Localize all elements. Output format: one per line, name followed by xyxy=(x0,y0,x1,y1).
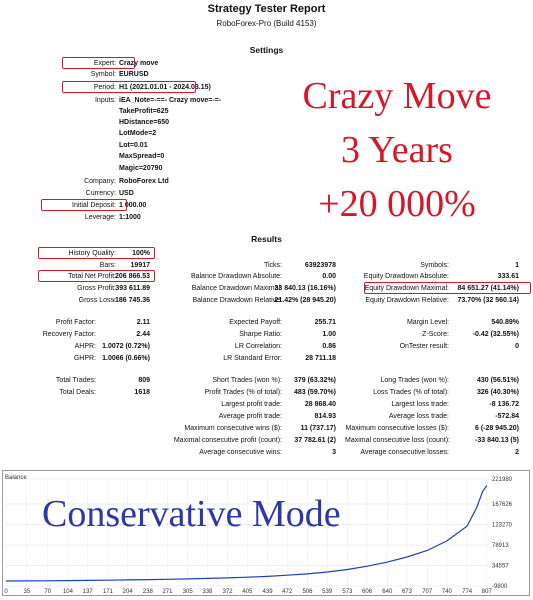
overlay-line-gain: +20 000% xyxy=(318,183,476,225)
z-score-label: Z-Score: xyxy=(422,331,449,338)
chart-x-tick-label: 171 xyxy=(102,589,113,595)
z-score-value: -0.42 (32.55%) xyxy=(472,331,519,338)
profit-trades-label: Profit Trades (% of total): xyxy=(204,389,282,396)
largest-profit-value: 28 868.40 xyxy=(304,401,336,408)
avg-consec-losses-label: Average consecutive losses: xyxy=(360,449,449,456)
balance-dd-rel-label: Balance Drawdown Relative: xyxy=(192,297,282,304)
chart-x-tick-label: 506 xyxy=(302,589,313,595)
total-net-profit-label: Total Net Profit: xyxy=(68,273,116,280)
balance-dd-rel-value: 21.42% (28 945.20) xyxy=(274,297,336,304)
chart-x-tick-label: 372 xyxy=(222,589,233,595)
bars-label: Bars: xyxy=(99,262,116,269)
profit-trades-value: 483 (59.70%) xyxy=(293,389,336,396)
equity-dd-rel-label: Equity Drawdown Relative: xyxy=(365,297,449,304)
chart-x-tick-label: 0 xyxy=(4,589,8,595)
report-subtitle: RoboForex-Pro (Build 4153) xyxy=(216,19,317,28)
chart-y-tick-label: 78913 xyxy=(492,543,509,550)
leverage-label: Leverage: xyxy=(84,214,116,221)
max-consec-losses-value: 6 (-28 945.20) xyxy=(475,425,519,432)
largest-loss-label: Largest loss trade: xyxy=(391,401,449,408)
input-line: Magic=20790 xyxy=(119,165,163,172)
chart-x-tick-label: 439 xyxy=(262,589,273,595)
margin-level-label: Margin Level: xyxy=(406,319,449,326)
long-trades-value: 430 (56.51%) xyxy=(476,377,519,384)
total-trades-label: Total Trades: xyxy=(55,377,96,384)
avg-profit-label: Average profit trade: xyxy=(218,413,282,420)
loss-trades-label: Loss Trades (% of total): xyxy=(373,389,449,396)
loss-trades-value: 326 (40.30%) xyxy=(476,389,519,396)
max-consec-losses-label: Maximum consecutive losses ($): xyxy=(345,425,449,432)
chart-x-tick-label: 707 xyxy=(422,589,433,595)
symbol-label: Symbol: xyxy=(90,71,116,78)
inputs-label: Inputs: xyxy=(94,97,116,104)
settings-heading: Settings xyxy=(249,45,284,55)
company-label: Company: xyxy=(84,178,116,185)
max-consec-wins-label: Maximum consecutive wins ($): xyxy=(184,425,282,432)
equity-dd-max-label: Equity Drawdown Maximal: xyxy=(364,285,449,292)
period-label: Period: xyxy=(93,84,116,91)
expert-value: Crazy move xyxy=(119,60,159,67)
chart-x-tick-label: 405 xyxy=(242,589,253,595)
maximal-consec-loss-label: Maximal consecutive loss (count): xyxy=(345,437,451,444)
input-line: iEA_Note=-==- Crazy move=-=- xyxy=(119,97,222,104)
currency-value: USD xyxy=(119,190,134,197)
total-deals-label: Total Deals: xyxy=(59,389,96,396)
avg-consec-losses-value: 2 xyxy=(515,449,519,456)
chart-x-tick-label: 539 xyxy=(322,589,333,595)
balance-dd-max-value: 33 840.13 (16.16%) xyxy=(274,285,336,292)
chart-x-tick-label: 137 xyxy=(82,589,93,595)
symbols-label: Symbols: xyxy=(420,262,449,269)
lr-correlation-value: 0.86 xyxy=(322,343,336,350)
leverage-value: 1:1000 xyxy=(119,214,141,221)
chart-y-tick-label: 34557 xyxy=(492,563,509,570)
chart-x-tick-label: 204 xyxy=(122,589,133,595)
avg-loss-value: -572.84 xyxy=(495,413,519,420)
balance-dd-abs-label: Balance Drawdown Absolute: xyxy=(190,273,282,280)
profit-factor-label: Profit Factor: xyxy=(55,319,96,326)
chart-x-tick-label: 104 xyxy=(62,589,73,595)
chart-legend-label: Balance xyxy=(5,475,27,481)
largest-profit-label: Largest profit trade: xyxy=(221,401,282,408)
chart-x-tick-label: 35 xyxy=(23,589,31,595)
overlay-line-years: 3 Years xyxy=(341,129,453,171)
gross-profit-label: Gross Profit: xyxy=(77,285,116,292)
equity-dd-rel-value: 73.70% (32 560.14) xyxy=(457,297,519,304)
ticks-label: Ticks: xyxy=(263,262,282,269)
chart-y-tick-label: 123270 xyxy=(492,522,513,529)
long-trades-label: Long Trades (won %): xyxy=(380,377,449,384)
maximal-consec-loss-value: -33 840.13 (5) xyxy=(475,437,519,444)
margin-level-value: 540.89% xyxy=(491,319,519,326)
history-quality-highlight xyxy=(38,247,155,259)
input-line: LotMode=2 xyxy=(119,130,157,137)
equity-dd-max-highlight xyxy=(364,282,531,294)
short-trades-label: Short Trades (won %): xyxy=(212,377,282,384)
chart-x-tick-label: 673 xyxy=(401,589,412,595)
balance-chart xyxy=(2,470,530,596)
chart-x-tick-label: 807 xyxy=(481,589,492,595)
company-value: RoboForex Ltd xyxy=(119,178,169,185)
total-deals-value: 1618 xyxy=(134,389,150,396)
chart-y-tick-label: 167626 xyxy=(492,502,513,509)
chart-x-tick-label: 740 xyxy=(441,589,452,595)
results-heading: Results xyxy=(251,234,282,244)
chart-y-tick-label: 221980 xyxy=(492,477,513,483)
lr-std-error-value: 28 711.18 xyxy=(305,355,336,362)
report-title: Strategy Tester Report xyxy=(207,3,326,15)
currency-label: Currency: xyxy=(85,190,116,197)
recovery-factor-value: 2.44 xyxy=(136,331,150,338)
ontester-label: OnTester result: xyxy=(399,343,449,350)
gross-loss-value: -186 745.36 xyxy=(112,297,150,304)
ghpr-label: GHPR: xyxy=(73,355,96,362)
chart-x-tick-label: 271 xyxy=(162,589,173,595)
chart-x-tick-label: 573 xyxy=(342,589,353,595)
chart-x-tick-label: 70 xyxy=(44,589,52,595)
input-line: Lot=0.01 xyxy=(119,142,148,149)
equity-dd-abs-label: Equity Drawdown Absolute: xyxy=(363,273,449,280)
maximal-consec-profit-value: 37 782.61 (2) xyxy=(294,437,336,444)
total-net-profit-highlight xyxy=(38,270,155,282)
initial-deposit-highlight xyxy=(41,199,127,211)
balance-dd-abs-value: 0.00 xyxy=(322,273,336,280)
history-quality-label: History Quality: xyxy=(68,250,116,257)
ghpr-value: 1.0066 (0.66%) xyxy=(102,355,150,362)
largest-loss-value: -8 136.72 xyxy=(489,401,519,408)
expert-highlight xyxy=(62,57,135,69)
chart-x-tick-label: 472 xyxy=(282,589,293,595)
symbols-value: 1 xyxy=(515,262,519,269)
total-trades-value: 809 xyxy=(138,377,150,384)
bars-value: 19917 xyxy=(130,262,150,269)
chart-caption-overlay: Conservative Mode xyxy=(42,493,341,535)
lr-correlation-label: LR Correlation: xyxy=(234,343,282,350)
profit-factor-value: 2.11 xyxy=(136,319,150,326)
ahpr-value: 1.0072 (0.72%) xyxy=(102,343,150,350)
chart-x-tick-label: 774 xyxy=(462,589,473,595)
initial-deposit-label: Initial Deposit: xyxy=(72,202,116,209)
expert-label: Expert: xyxy=(93,60,116,67)
avg-consec-wins-value: 3 xyxy=(332,449,336,456)
recovery-factor-label: Recovery Factor: xyxy=(42,331,96,338)
input-line: HDistance=650 xyxy=(119,119,170,126)
avg-profit-value: 814.93 xyxy=(314,413,336,420)
equity-dd-abs-value: 333.61 xyxy=(497,273,519,280)
ticks-value: 63923978 xyxy=(304,262,336,269)
balance-dd-max-label: Balance Drawdown Maximal: xyxy=(191,285,282,292)
chart-y-tick-label: -9800 xyxy=(492,584,508,590)
chart-x-tick-label: 338 xyxy=(202,589,213,595)
ontester-value: 0 xyxy=(515,343,519,350)
avg-loss-label: Average loss trade: xyxy=(388,413,449,420)
gross-profit-value: 393 611.89 xyxy=(115,285,150,292)
expected-payoff-label: Expected Payoff: xyxy=(229,319,282,326)
gross-loss-label: Gross Loss: xyxy=(78,297,116,304)
sharpe-ratio-value: 1.00 xyxy=(322,331,336,338)
symbol-value: EURUSD xyxy=(119,71,149,78)
ahpr-label: AHPR: xyxy=(74,343,96,350)
period-value: H1 (2021.01.01 - 2024.03.15) xyxy=(119,84,211,91)
input-line: TakeProfit=625 xyxy=(119,108,169,115)
lr-std-error-label: LR Standard Error: xyxy=(223,355,282,362)
equity-dd-max-value: 84 651.27 (41.14%) xyxy=(457,285,519,292)
expected-payoff-value: 255.71 xyxy=(314,319,336,326)
period-highlight xyxy=(62,81,196,93)
short-trades-value: 379 (63.32%) xyxy=(293,377,336,384)
total-net-profit-value: 206 866.53 xyxy=(114,273,150,280)
overlay-line-crazy-move: Crazy Move xyxy=(302,75,492,117)
input-line: MaxSpread=0 xyxy=(119,153,165,160)
chart-x-tick-label: 606 xyxy=(362,589,373,595)
chart-x-tick-label: 238 xyxy=(142,589,153,595)
chart-x-tick-label: 305 xyxy=(182,589,193,595)
sharpe-ratio-label: Sharpe Ratio: xyxy=(239,331,282,338)
maximal-consec-profit-label: Maximal consecutive profit (count): xyxy=(173,437,282,444)
max-consec-wins-value: 11 (737.17) xyxy=(300,425,336,432)
history-quality-value: 100% xyxy=(132,250,150,257)
chart-x-tick-label: 640 xyxy=(382,589,393,595)
initial-deposit-value: 1 000.00 xyxy=(119,202,147,209)
avg-consec-wins-label: Average consecutive wins: xyxy=(199,449,282,456)
